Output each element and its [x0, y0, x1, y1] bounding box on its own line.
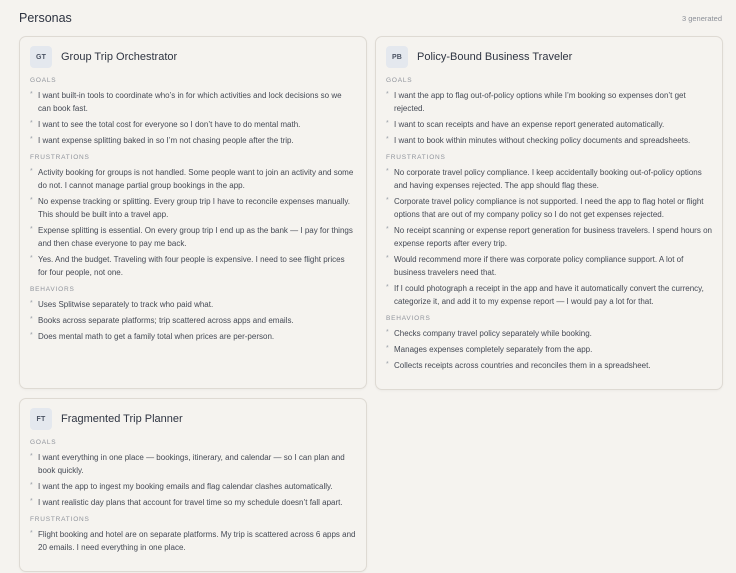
- frustrations-label: FRUSTRATIONS: [386, 154, 446, 161]
- list-item: * I want built-in tools to coordinate who’s in for which activities and lock decisions so we can book fast.: [30, 89, 356, 115]
- goals-list: [386, 89, 712, 147]
- persona-card-policy-bound-business-traveler: [375, 36, 723, 390]
- list-item: * No receipt scanning or expense report generation for business travelers. I spend hours on expense reports after every trip.: [386, 224, 712, 250]
- persona-card-header: [30, 46, 356, 68]
- goals-list: [30, 89, 356, 147]
- persona-name: Fragmented Trip Planner: [61, 413, 183, 425]
- list-item: * No corporate travel policy compliance. I keep accidentally booking out-of-policy options and having expenses rejected. The app should flag these.: [386, 166, 712, 192]
- persona-card-fragmented-trip-planner: [19, 398, 367, 572]
- list-item: * Manages expenses completely separately from the app.: [386, 343, 712, 356]
- behaviors-list: [30, 298, 356, 343]
- frustrations-list: [30, 166, 356, 279]
- list-item: * I want everything in one place — bookings, itinerary, and calendar — so I can plan and book quickly.: [30, 451, 356, 477]
- list-item: * Corporate travel policy compliance is not supported. I need the app to flag hotel or flight options that are out of my company policy so I do not get expenses rejected.: [386, 195, 712, 221]
- page-title: Personas: [19, 11, 72, 25]
- goals-label: GOALS: [386, 77, 413, 84]
- persona-card-header: [386, 46, 712, 68]
- generated-count: 3 generated: [681, 13, 722, 23]
- list-item: * I want the app to flag out-of-policy options while I’m booking so expenses don’t get rejected.: [386, 89, 712, 115]
- goals-label: GOALS: [30, 77, 57, 84]
- list-item: * No expense tracking or splitting. Every group trip I have to reconcile expenses manually. This should be built into a travel app.: [30, 195, 356, 221]
- frustrations-label: FRUSTRATIONS: [30, 154, 90, 161]
- behaviors-list: [386, 327, 712, 372]
- list-item: * Checks company travel policy separately while booking.: [386, 327, 712, 340]
- list-item: * Uses Splitwise separately to track who paid what.: [30, 298, 356, 311]
- avatar: FT: [30, 408, 52, 430]
- list-item: * I want the app to ingest my booking emails and flag calendar clashes automatically.: [30, 480, 356, 493]
- persona-name: Policy-Bound Business Traveler: [417, 51, 573, 63]
- frustrations-list: [386, 166, 712, 308]
- avatar: GT: [30, 46, 52, 68]
- list-item: * Expense splitting is essential. On every group trip I end up as the bank — I pay for things and then chase everyone to pay me back.: [30, 224, 356, 250]
- list-item: * I want to book within minutes without checking policy documents and spreadsheets.: [386, 134, 712, 147]
- list-item: * Flight booking and hotel are on separate platforms. My trip is scattered across 6 apps and 20 emails. I need everything in one place.: [30, 528, 356, 554]
- avatar: PB: [386, 46, 408, 68]
- persona-card-header: [30, 408, 356, 430]
- persona-card-group-trip-orchestrator: [19, 36, 367, 389]
- list-item: * Collects receipts across countries and reconciles them in a spreadsheet.: [386, 359, 712, 372]
- behaviors-label: BEHAVIORS: [30, 286, 75, 293]
- list-item: * Yes. And the budget. Traveling with four people is expensive. I need to see flight prices for four people, not one.: [30, 253, 356, 279]
- list-item: * I want to see the total cost for everyone so I don’t have to do mental math.: [30, 118, 356, 131]
- goals-label: GOALS: [30, 439, 57, 446]
- persona-name: Group Trip Orchestrator: [61, 51, 178, 63]
- list-item: * Does mental math to get a family total when prices are per-person.: [30, 330, 356, 343]
- goals-list: [30, 451, 356, 509]
- behaviors-label: BEHAVIORS: [386, 315, 431, 322]
- page-header: [19, 10, 722, 26]
- list-item: * Books across separate platforms; trip scattered across apps and emails.: [30, 314, 356, 327]
- list-item: * I want realistic day plans that account for travel time so my schedule doesn’t fall apart.: [30, 496, 356, 509]
- list-item: * If I could photograph a receipt in the app and have it automatically convert the currency, categorize it, and add it to my expense report — I would pay a lot for that.: [386, 282, 712, 308]
- list-item: * I want to scan receipts and have an expense report generated automatically.: [386, 118, 712, 131]
- persona-grid: [19, 36, 722, 572]
- list-item: * I want expense splitting baked in so I’m not chasing people after the trip.: [30, 134, 356, 147]
- list-item: * Would recommend more if there was corporate policy compliance support. A lot of business travelers need that.: [386, 253, 712, 279]
- list-item: * Activity booking for groups is not handled. Some people want to join an activity and some do not. I cannot manage partial group bookings in the app.: [30, 166, 356, 192]
- frustrations-label: FRUSTRATIONS: [30, 516, 90, 523]
- frustrations-list: [30, 528, 356, 554]
